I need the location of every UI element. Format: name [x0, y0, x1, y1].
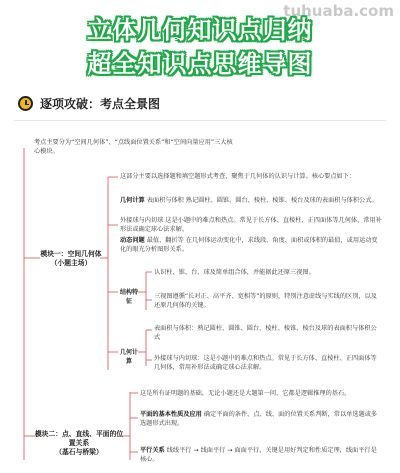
point-head: 平面的基本性质及应用	[140, 411, 202, 418]
module-2-point-1: 这是所有证明题的基础，无论小题还是大题第一问，它都是逻辑推理的基石。	[140, 390, 351, 397]
mindmap-intro: 考点主要分为“空间几何体”、“点线面位置关系”和“空间向量应用”三大核心模块。	[34, 139, 233, 156]
module-2-sublabel: （基石与桥梁）	[55, 448, 103, 456]
point-text: 表面积与体积 熟记圆柱、圆锥、圆台、棱柱、棱锥、棱台及球的表面积与体积公式。	[146, 197, 378, 204]
module-2-point-3	[140, 446, 382, 464]
module-1-label: 模块一：空间几何体	[40, 250, 102, 258]
module-1-node	[40, 250, 102, 268]
module-2-label: 模块二：点、直线、平面的位置关系	[34, 430, 124, 447]
branch-structure-label: 结构特征	[119, 289, 138, 305]
banner-title-line1: 立体几何知识点归纳	[87, 16, 313, 44]
branch-calc-item-2: 外接球与内切球：这是小题中的难点和热点。常见于长方体、直棱柱、正四面体等几何体，常用补形法或确定球心法求解。	[154, 355, 377, 372]
point-text: 最值、翻折等 在几何体运动变化中，求线段、角度、面积或体积的最值，或用运动变化的眼光分析图形关系。	[120, 237, 378, 254]
module-1-point-2	[120, 216, 382, 234]
branch-structure-item-2: 三视图遵循“长对正、高平齐、宽相等”的原则，特别注意虚线与实线的区别，以及还原几何体的关键。	[154, 293, 377, 310]
banner-title-line2: 超全知识点思维导图	[87, 50, 313, 78]
branch-calc-label: 几何计算	[119, 349, 138, 365]
watermark: tuhuaba.com	[283, 2, 394, 20]
module-1-intro: 这部分主要以选择题和填空题形式考查，聚焦于几何体的认识与计算。核心要点如下：	[120, 173, 356, 180]
point-text: 外接球与内切球 这是小题中的难点和热点。常见于长方体、直棱柱、正四面体等几何体，常用补形法或确定球心法求解。	[120, 217, 382, 234]
branch-calc-item-1: 表面积与体积：熟记圆柱、圆锥、圆台、棱柱、棱锥、棱台及球的表面积与体积公式	[154, 325, 377, 342]
point-head: 平行关系	[140, 447, 165, 454]
point-text: 线线平行 → 线面平行 → 面面平行，关键是用好判定和性质定理，线面平行是核心。	[140, 447, 377, 464]
point-head: 动态问题	[120, 237, 145, 244]
module-1-sublabel: （小题主场）	[50, 259, 92, 267]
branch-structure-item-1: 认识柱、锥、台、球及简单组合体，并能据此还原三视图。	[154, 269, 315, 276]
section-title: 逐项攻破：考点全景图	[40, 96, 161, 111]
point-head: 几何计算	[120, 197, 145, 204]
module-2-point-2	[140, 410, 382, 428]
point-text: 确定平面的条件，点、线、面的位置关系判断，常以单选题或多选题形式出现。	[140, 411, 378, 428]
module-1-point-1	[120, 196, 382, 205]
module-1-point-3	[120, 236, 382, 254]
module-2-node	[34, 430, 124, 457]
